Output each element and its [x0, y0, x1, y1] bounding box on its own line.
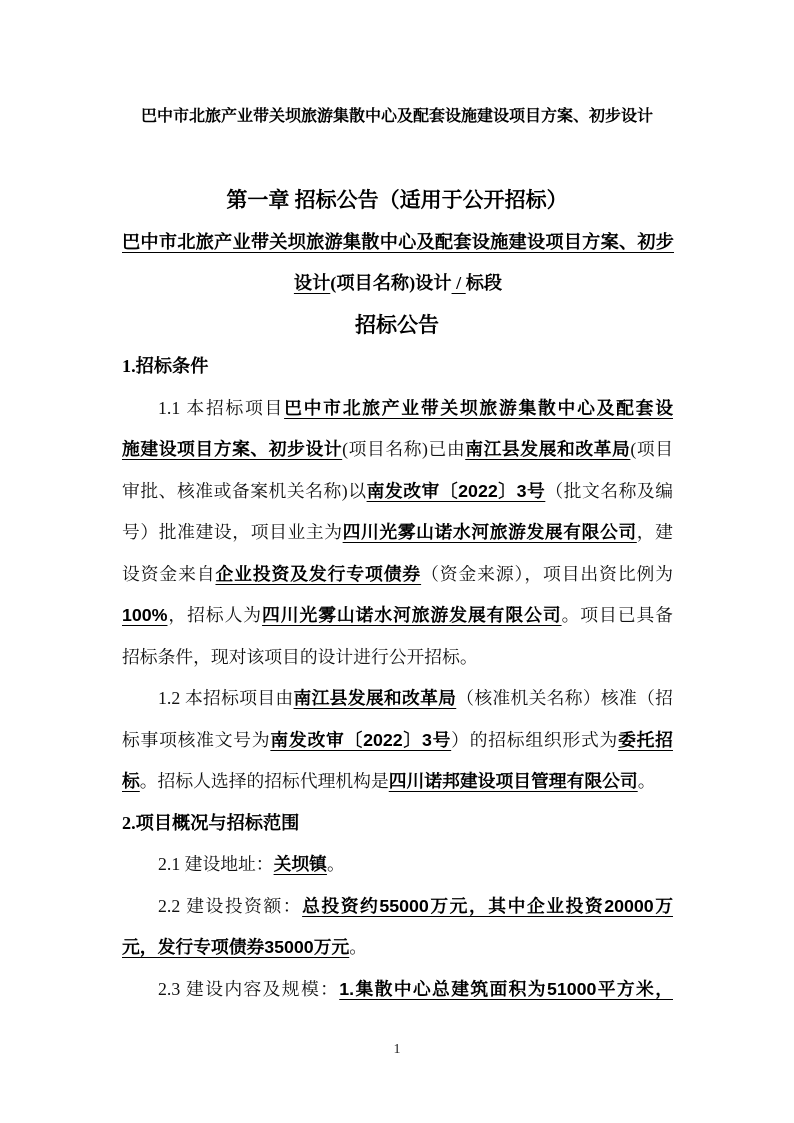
- clause-text: 1.2 本招标项目由: [158, 688, 294, 708]
- investment-amount-fill: 元，发行专项债券35000万元: [122, 937, 350, 957]
- chapter-title: 第一章 招标公告（适用于公开招标）: [226, 188, 568, 212]
- text-line: [122, 927, 673, 969]
- text-line: [122, 429, 673, 471]
- section-heading: 2.项目概况与招标范围: [122, 812, 300, 833]
- tenderer-fill: 四川光雾山诺水河旅游发展有限公司: [262, 605, 562, 625]
- text-line: [122, 512, 673, 554]
- document-body: [122, 346, 673, 1010]
- clause-text: 标事项核准文号为: [122, 729, 271, 750]
- text-line: [122, 595, 673, 637]
- approval-document-fill: 南发改审〔2022〕3号: [270, 729, 452, 750]
- text-line: [122, 886, 673, 928]
- tender-agency-fill: 四川诺邦建设项目管理有限公司: [388, 771, 638, 791]
- fund-source-fill: 企业投资及发行专项债券: [215, 563, 422, 584]
- text-line: [122, 761, 673, 803]
- text-line: [122, 678, 673, 720]
- clause-text: 号）批准建设，项目业主为: [122, 522, 343, 542]
- clause-text: 。项目已具备: [561, 605, 673, 625]
- clause-text: 。招标人选择的招标代理机构是: [139, 771, 389, 791]
- running-header-title: 巴中市北旅产业带关坝旅游集散中心及配套设施建设项目方案、初步设计: [140, 108, 653, 125]
- project-name-hint: (项目名称)设计: [330, 273, 452, 293]
- project-name-fill: 设计: [293, 273, 331, 293]
- project-name-fill: 施建设项目方案、初步设计: [122, 439, 343, 459]
- section-suffix: 标段: [465, 273, 503, 293]
- section-number-fill: /: [451, 273, 466, 293]
- text-line: [122, 844, 673, 886]
- clause-text: 2.2 建设投资额：: [158, 895, 303, 916]
- notice-title: 招标公告: [355, 313, 439, 337]
- text-line: [122, 388, 673, 430]
- clause-text: 1.1 本招标项目: [158, 397, 285, 418]
- clause-text: (项目: [630, 439, 673, 459]
- clause-text: 。: [326, 854, 345, 874]
- project-name-fill: 巴中市北旅产业带关坝旅游集散中心及配套设: [284, 397, 673, 418]
- approval-authority-fill: 南江县发展和改革局: [293, 688, 457, 708]
- project-owner-fill: 四川光雾山诺水河旅游发展有限公司: [342, 522, 637, 542]
- text-line: [122, 554, 673, 596]
- clause-text: 设资金来自: [122, 563, 216, 584]
- text-line: [122, 471, 673, 513]
- project-name-fill: 巴中市北旅产业带关坝旅游集散中心及配套设施建设项目方案、初步: [122, 232, 674, 252]
- text-line: [122, 637, 673, 679]
- clause-text: ，招标人为: [167, 605, 263, 625]
- text-line: [122, 720, 673, 762]
- construction-scope-fill: 1.集散中心总建筑面积为51000平方米，: [339, 978, 673, 999]
- clause-text: 2.3 建设内容及规模：: [158, 978, 340, 999]
- project-title-line: [122, 222, 674, 263]
- organization-form-fill: 委托招: [618, 729, 673, 750]
- section-heading: 1.招标条件: [122, 356, 209, 376]
- organization-form-fill: 标: [122, 771, 140, 791]
- clause-text: 。: [349, 937, 368, 957]
- construction-site-fill: 关坝镇: [273, 854, 327, 874]
- project-title: [122, 222, 674, 304]
- approval-authority-fill: 南江县发展和改革局: [465, 439, 631, 459]
- text-line: [122, 969, 673, 1011]
- clause-text: ）的招标组织形式为: [451, 729, 619, 750]
- clause-text: 招标条件，现对该项目的设计进行公开招标。: [122, 646, 478, 667]
- project-title-line: [122, 263, 674, 304]
- clause-text: （资金来源），项目出资比例为: [421, 563, 673, 584]
- clause-text: 2.1 建设地址：: [158, 854, 274, 874]
- approval-document-fill: 南发改审〔2022〕3号: [366, 480, 546, 501]
- clause-text: 审批、核准或备案机关名称)以: [122, 480, 367, 501]
- clause-text: ，建: [636, 522, 673, 542]
- clause-text: （批文名称及编: [545, 480, 673, 501]
- funding-ratio-fill: 100%: [122, 605, 168, 625]
- clause-text: (项目名称)已由: [342, 439, 466, 459]
- clause-text: （核准机关名称）核准（招: [456, 688, 673, 708]
- investment-amount-fill: 总投资约55000万元，其中企业投资20000万: [302, 895, 673, 916]
- clause-text: 。: [637, 771, 656, 791]
- page-number: 1: [393, 1042, 401, 1057]
